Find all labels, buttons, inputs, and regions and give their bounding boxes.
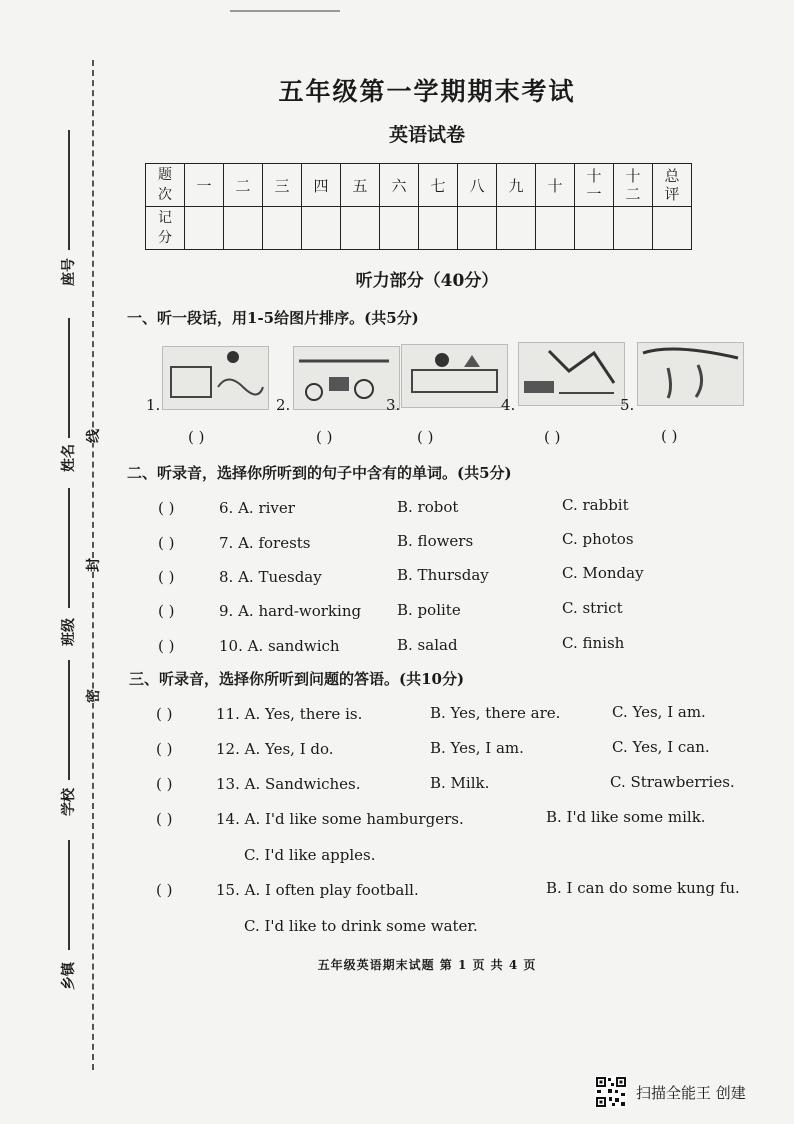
option-b: B. Yes, there are.: [430, 704, 561, 722]
answer-blank[interactable]: ( ): [158, 534, 175, 552]
name-rule: [68, 318, 70, 438]
option-c: C. Strawberries.: [610, 773, 735, 791]
header-char: 十: [586, 167, 602, 185]
score-value-row: [146, 207, 692, 250]
picture-number: 3.: [386, 396, 401, 414]
page-footer: 五年级英语期末试题 第 1 页 共 4 页: [317, 958, 537, 972]
row-label-cell: [146, 207, 185, 250]
class-rule: [68, 488, 70, 608]
qr-code-icon: [595, 1076, 627, 1108]
option-b: B. polite: [397, 601, 461, 619]
town-label: 乡镇: [61, 962, 77, 990]
binding-mark-line: 线: [81, 429, 105, 443]
answer-blank[interactable]: ( ): [661, 427, 678, 445]
header-cell: 一: [185, 164, 224, 207]
score-cell[interactable]: [575, 207, 614, 250]
answer-blank[interactable]: ( ): [158, 499, 175, 517]
score-cell[interactable]: [419, 207, 458, 250]
row-label-char: 题: [158, 167, 172, 183]
answer-blank[interactable]: ( ): [188, 428, 205, 446]
option-b: B. salad: [397, 636, 458, 654]
picture-number: 4.: [501, 396, 516, 414]
header-cell: 三: [263, 164, 302, 207]
option-a: 15. A. I often play football.: [216, 881, 419, 899]
option-b: B. Yes, I am.: [430, 739, 524, 757]
option-b: B. flowers: [397, 532, 474, 550]
row-label-char: 次: [158, 187, 172, 203]
scanner-brand-label: 扫描全能王 创建: [636, 1084, 746, 1102]
answer-blank[interactable]: ( ): [156, 810, 173, 828]
option-a: 11. A. Yes, there is.: [216, 705, 363, 723]
part1-heading: 一、听一段话，用1-5给图片排序。(共5分): [127, 309, 419, 327]
option-a: 14. A. I'd like some hamburgers.: [216, 810, 464, 828]
header-char: 评: [664, 185, 680, 203]
header-char: 二: [625, 185, 641, 203]
answer-blank[interactable]: ( ): [156, 881, 173, 899]
option-b: B. robot: [397, 498, 459, 516]
picture-5: [637, 342, 744, 406]
row-label-char: 分: [158, 230, 172, 246]
answer-blank[interactable]: ( ): [158, 602, 175, 620]
header-cell: [614, 164, 653, 207]
answer-blank[interactable]: ( ): [158, 637, 175, 655]
answer-blank[interactable]: ( ): [156, 740, 173, 758]
header-cell: 五: [341, 164, 380, 207]
answer-blank[interactable]: ( ): [158, 568, 175, 586]
option-c: C. Monday: [562, 564, 644, 582]
score-cell[interactable]: [653, 207, 692, 250]
option-a: 10. A. sandwich: [219, 637, 340, 655]
option-c: C. I'd like apples.: [244, 846, 376, 864]
header-char: 十: [625, 167, 641, 185]
score-cell[interactable]: [185, 207, 224, 250]
score-cell[interactable]: [380, 207, 419, 250]
answer-blank[interactable]: ( ): [544, 428, 561, 446]
option-c: C. strict: [562, 599, 623, 617]
header-cell: 十: [536, 164, 575, 207]
picture-2: [293, 346, 400, 410]
picture-number: 5.: [620, 396, 635, 414]
row-label-cell: [146, 164, 185, 207]
option-a: 12. A. Yes, I do.: [216, 740, 334, 758]
class-label: 班级: [61, 618, 77, 646]
picture-number: 2.: [276, 396, 291, 414]
header-cell: [575, 164, 614, 207]
header-cell: 八: [458, 164, 497, 207]
option-a: 13. A. Sandwiches.: [216, 775, 361, 793]
header-cell: 六: [380, 164, 419, 207]
town-rule: [68, 840, 70, 950]
picture-number: 1.: [146, 396, 161, 414]
header-cell: 七: [419, 164, 458, 207]
option-c: C. Yes, I can.: [612, 738, 710, 756]
option-b: B. I'd like some milk.: [546, 808, 706, 826]
option-a: 6. A. river: [219, 499, 295, 517]
answer-blank[interactable]: ( ): [156, 775, 173, 793]
page-subtitle: 英语试卷: [388, 124, 465, 146]
option-a: 7. A. forests: [219, 534, 311, 552]
part3-heading: 三、听录音，选择你所听到问题的答语。(共10分): [129, 670, 465, 688]
option-c: C. rabbit: [562, 496, 629, 514]
option-c: C. finish: [562, 634, 625, 652]
score-header-row: [146, 164, 692, 207]
answer-blank[interactable]: ( ): [316, 428, 333, 446]
listening-section-heading: 听力部分（40分）: [355, 271, 499, 291]
score-cell[interactable]: [497, 207, 536, 250]
score-cell[interactable]: [263, 207, 302, 250]
page-title: 五年级第一学期期末考试: [278, 77, 576, 106]
seat-rule: [68, 130, 70, 250]
score-cell[interactable]: [224, 207, 263, 250]
score-table: [145, 163, 692, 250]
binding-mark-seal: 封: [81, 558, 105, 572]
option-a: 8. A. Tuesday: [219, 568, 322, 586]
picture-1: [162, 346, 269, 410]
score-cell[interactable]: [458, 207, 497, 250]
answer-blank[interactable]: ( ): [417, 428, 434, 446]
picture-4: [518, 342, 625, 406]
part2-heading: 二、听录音，选择你所听到的句子中含有的单词。(共5分): [127, 464, 512, 482]
score-cell[interactable]: [614, 207, 653, 250]
option-a: 9. A. hard-working: [219, 602, 362, 620]
scan-artifact: [230, 0, 340, 12]
total-cell: [653, 164, 692, 207]
score-cell[interactable]: [302, 207, 341, 250]
school-label: 学校: [61, 788, 77, 816]
school-rule: [68, 660, 70, 780]
header-char: 一: [586, 185, 602, 203]
header-cell: 四: [302, 164, 341, 207]
option-c: C. Yes, I am.: [612, 703, 706, 721]
option-b: B. Thursday: [397, 566, 489, 584]
score-cell[interactable]: [536, 207, 575, 250]
answer-blank[interactable]: ( ): [156, 705, 173, 723]
row-label-char: 记: [158, 210, 172, 226]
header-cell: 二: [224, 164, 263, 207]
option-c: C. I'd like to drink some water.: [244, 917, 478, 935]
option-b: B. Milk.: [430, 774, 490, 792]
seat-label: 座号: [61, 258, 77, 286]
header-char: 总: [664, 167, 680, 185]
header-cell: 九: [497, 164, 536, 207]
picture-3: [401, 344, 508, 408]
binding-mark-secret: 密: [81, 689, 105, 703]
name-label: 姓名: [61, 444, 77, 472]
score-cell[interactable]: [341, 207, 380, 250]
option-b: B. I can do some kung fu.: [546, 879, 740, 897]
option-c: C. photos: [562, 530, 634, 548]
